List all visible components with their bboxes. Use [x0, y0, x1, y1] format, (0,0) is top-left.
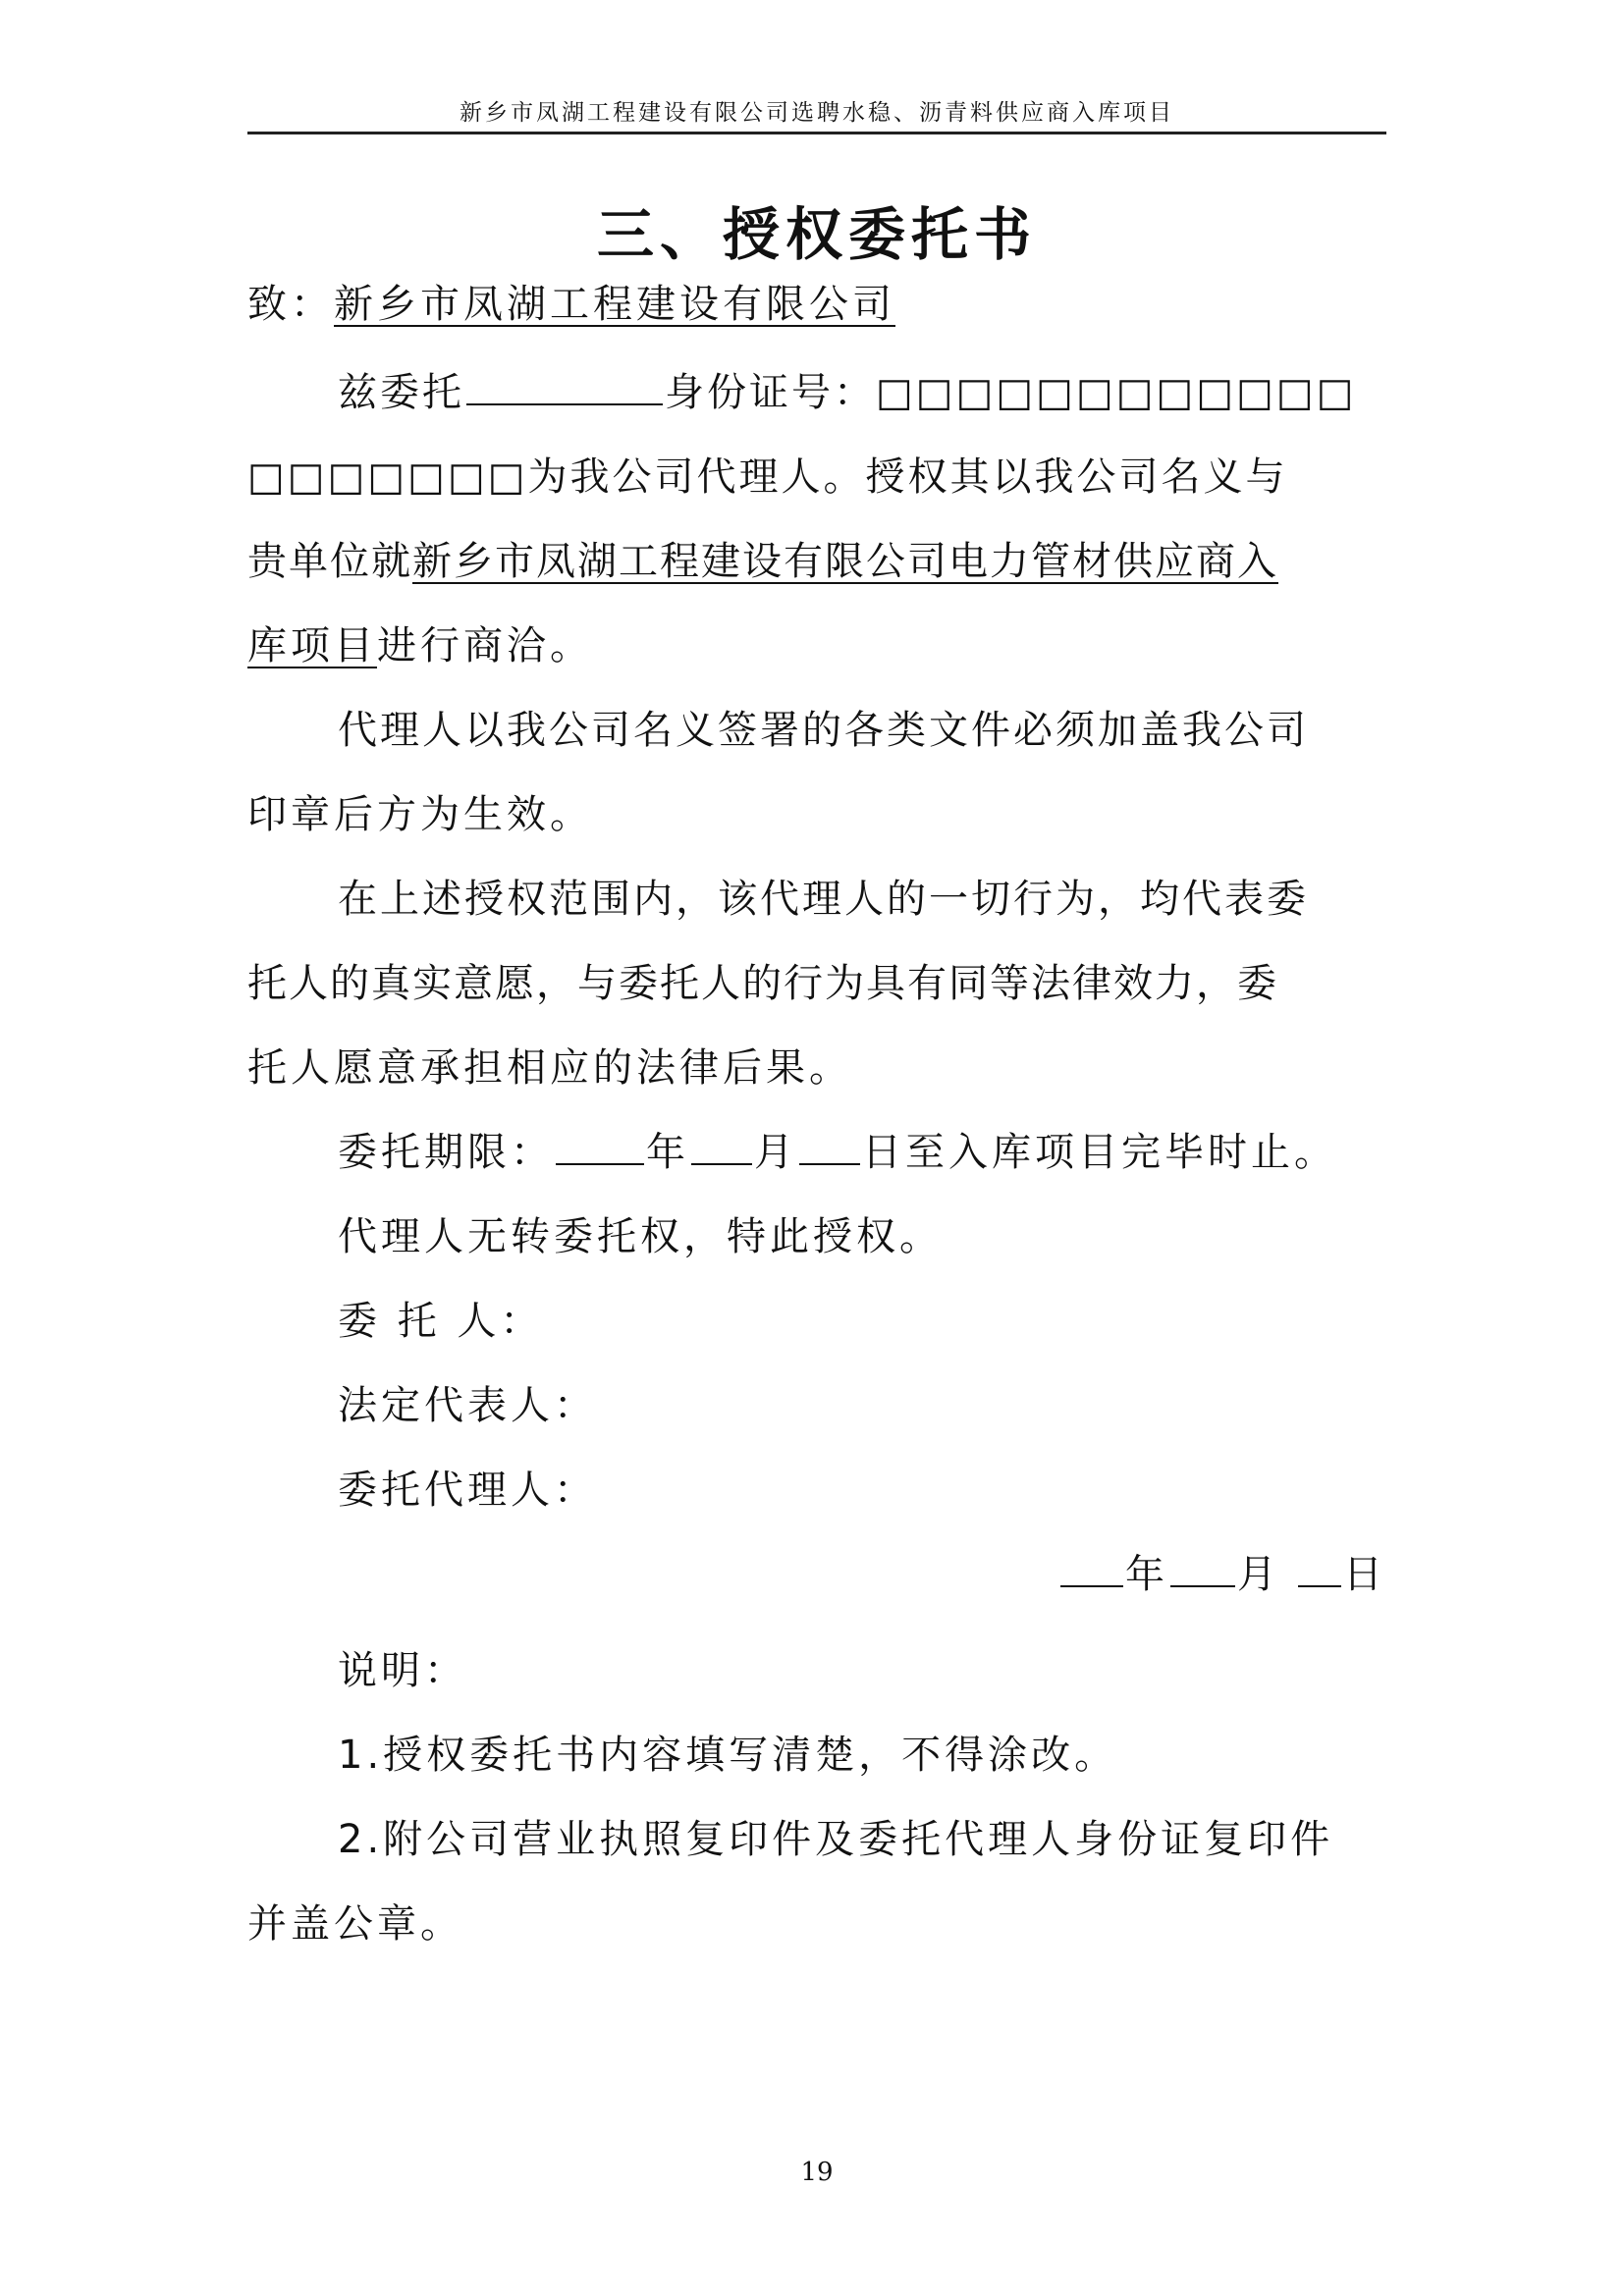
agent-label: 委托代理人： — [338, 1468, 597, 1513]
page-number: 19 — [800, 2158, 834, 2187]
term-day-blank[interactable] — [799, 1124, 860, 1165]
sign-day-label: 日 — [1343, 1552, 1386, 1597]
addressee-line — [247, 275, 1386, 334]
note-2-line1: 2.附公司营业执照复印件及委托代理人身份证复印件 — [338, 1817, 1334, 1862]
addressee-prefix: 致： — [247, 282, 334, 327]
para1-line4 — [247, 616, 1386, 675]
notes-label: 说明： — [338, 1648, 467, 1693]
para1-line3-a: 贵单位就 — [247, 539, 412, 584]
sign-year-blank[interactable] — [1060, 1546, 1123, 1587]
term-label: 委托期限： — [338, 1130, 554, 1175]
note-2-line2: 并盖公章。 — [247, 1901, 463, 1947]
sign-day-blank[interactable] — [1298, 1546, 1341, 1587]
entrust-label: 兹委托 — [338, 370, 464, 415]
para1-line4-b: 进行商洽。 — [377, 623, 593, 668]
no-transfer-line: 代理人无转委托权，特此授权。 — [338, 1214, 943, 1259]
agent-name-blank[interactable] — [466, 364, 663, 405]
para1-line2: □□□□□□□为我公司代理人。授权其以我公司名义与 — [247, 454, 1288, 500]
para3-line3: 托人愿意承担相应的法律后果。 — [247, 1045, 852, 1091]
term-line — [338, 1123, 1386, 1182]
project-name-part1: 新乡市凤湖工程建设有限公司电力管材供应商入 — [412, 539, 1278, 584]
addressee-company: 新乡市凤湖工程建设有限公司 — [334, 282, 895, 327]
para2-line2: 印章后方为生效。 — [247, 792, 593, 837]
para1-line1 — [338, 363, 1386, 422]
term-year-label: 年 — [646, 1130, 689, 1175]
principal-label: 委 托 人： — [338, 1299, 544, 1344]
para1-line3 — [247, 532, 1386, 591]
sign-year-label: 年 — [1125, 1552, 1168, 1597]
term-month-blank[interactable] — [691, 1124, 752, 1165]
project-name-part2: 库项目 — [247, 623, 377, 668]
page-header: 新乡市凤湖工程建设有限公司选聘水稳、沥青料供应商入库项目 — [460, 100, 1174, 126]
para2-line1: 代理人以我公司名义签署的各类文件必须加盖我公司 — [338, 708, 1309, 753]
sign-month-label: 月 — [1237, 1552, 1280, 1597]
term-month-label: 月 — [754, 1130, 797, 1175]
note-1: 1.授权委托书内容填写清楚，不得涂改。 — [338, 1733, 1118, 1778]
para3-line2: 托人的真实意愿，与委托人的行为具有同等法律效力，委 — [247, 961, 1278, 1006]
term-end-text: 日至入库项目完毕时止。 — [862, 1130, 1337, 1175]
term-year-blank[interactable] — [556, 1124, 644, 1165]
signature-date-line — [247, 1545, 1386, 1604]
legal-rep-label: 法定代表人： — [338, 1383, 597, 1428]
header-rule — [247, 132, 1386, 134]
id-number-label: 身份证号：□□□□□□□□□□□□ — [665, 370, 1357, 415]
para3-line1: 在上述授权范围内，该代理人的一切行为，均代表委 — [338, 877, 1309, 922]
document-title: 三、授权委托书 — [596, 201, 1037, 268]
sign-month-blank[interactable] — [1170, 1546, 1235, 1587]
